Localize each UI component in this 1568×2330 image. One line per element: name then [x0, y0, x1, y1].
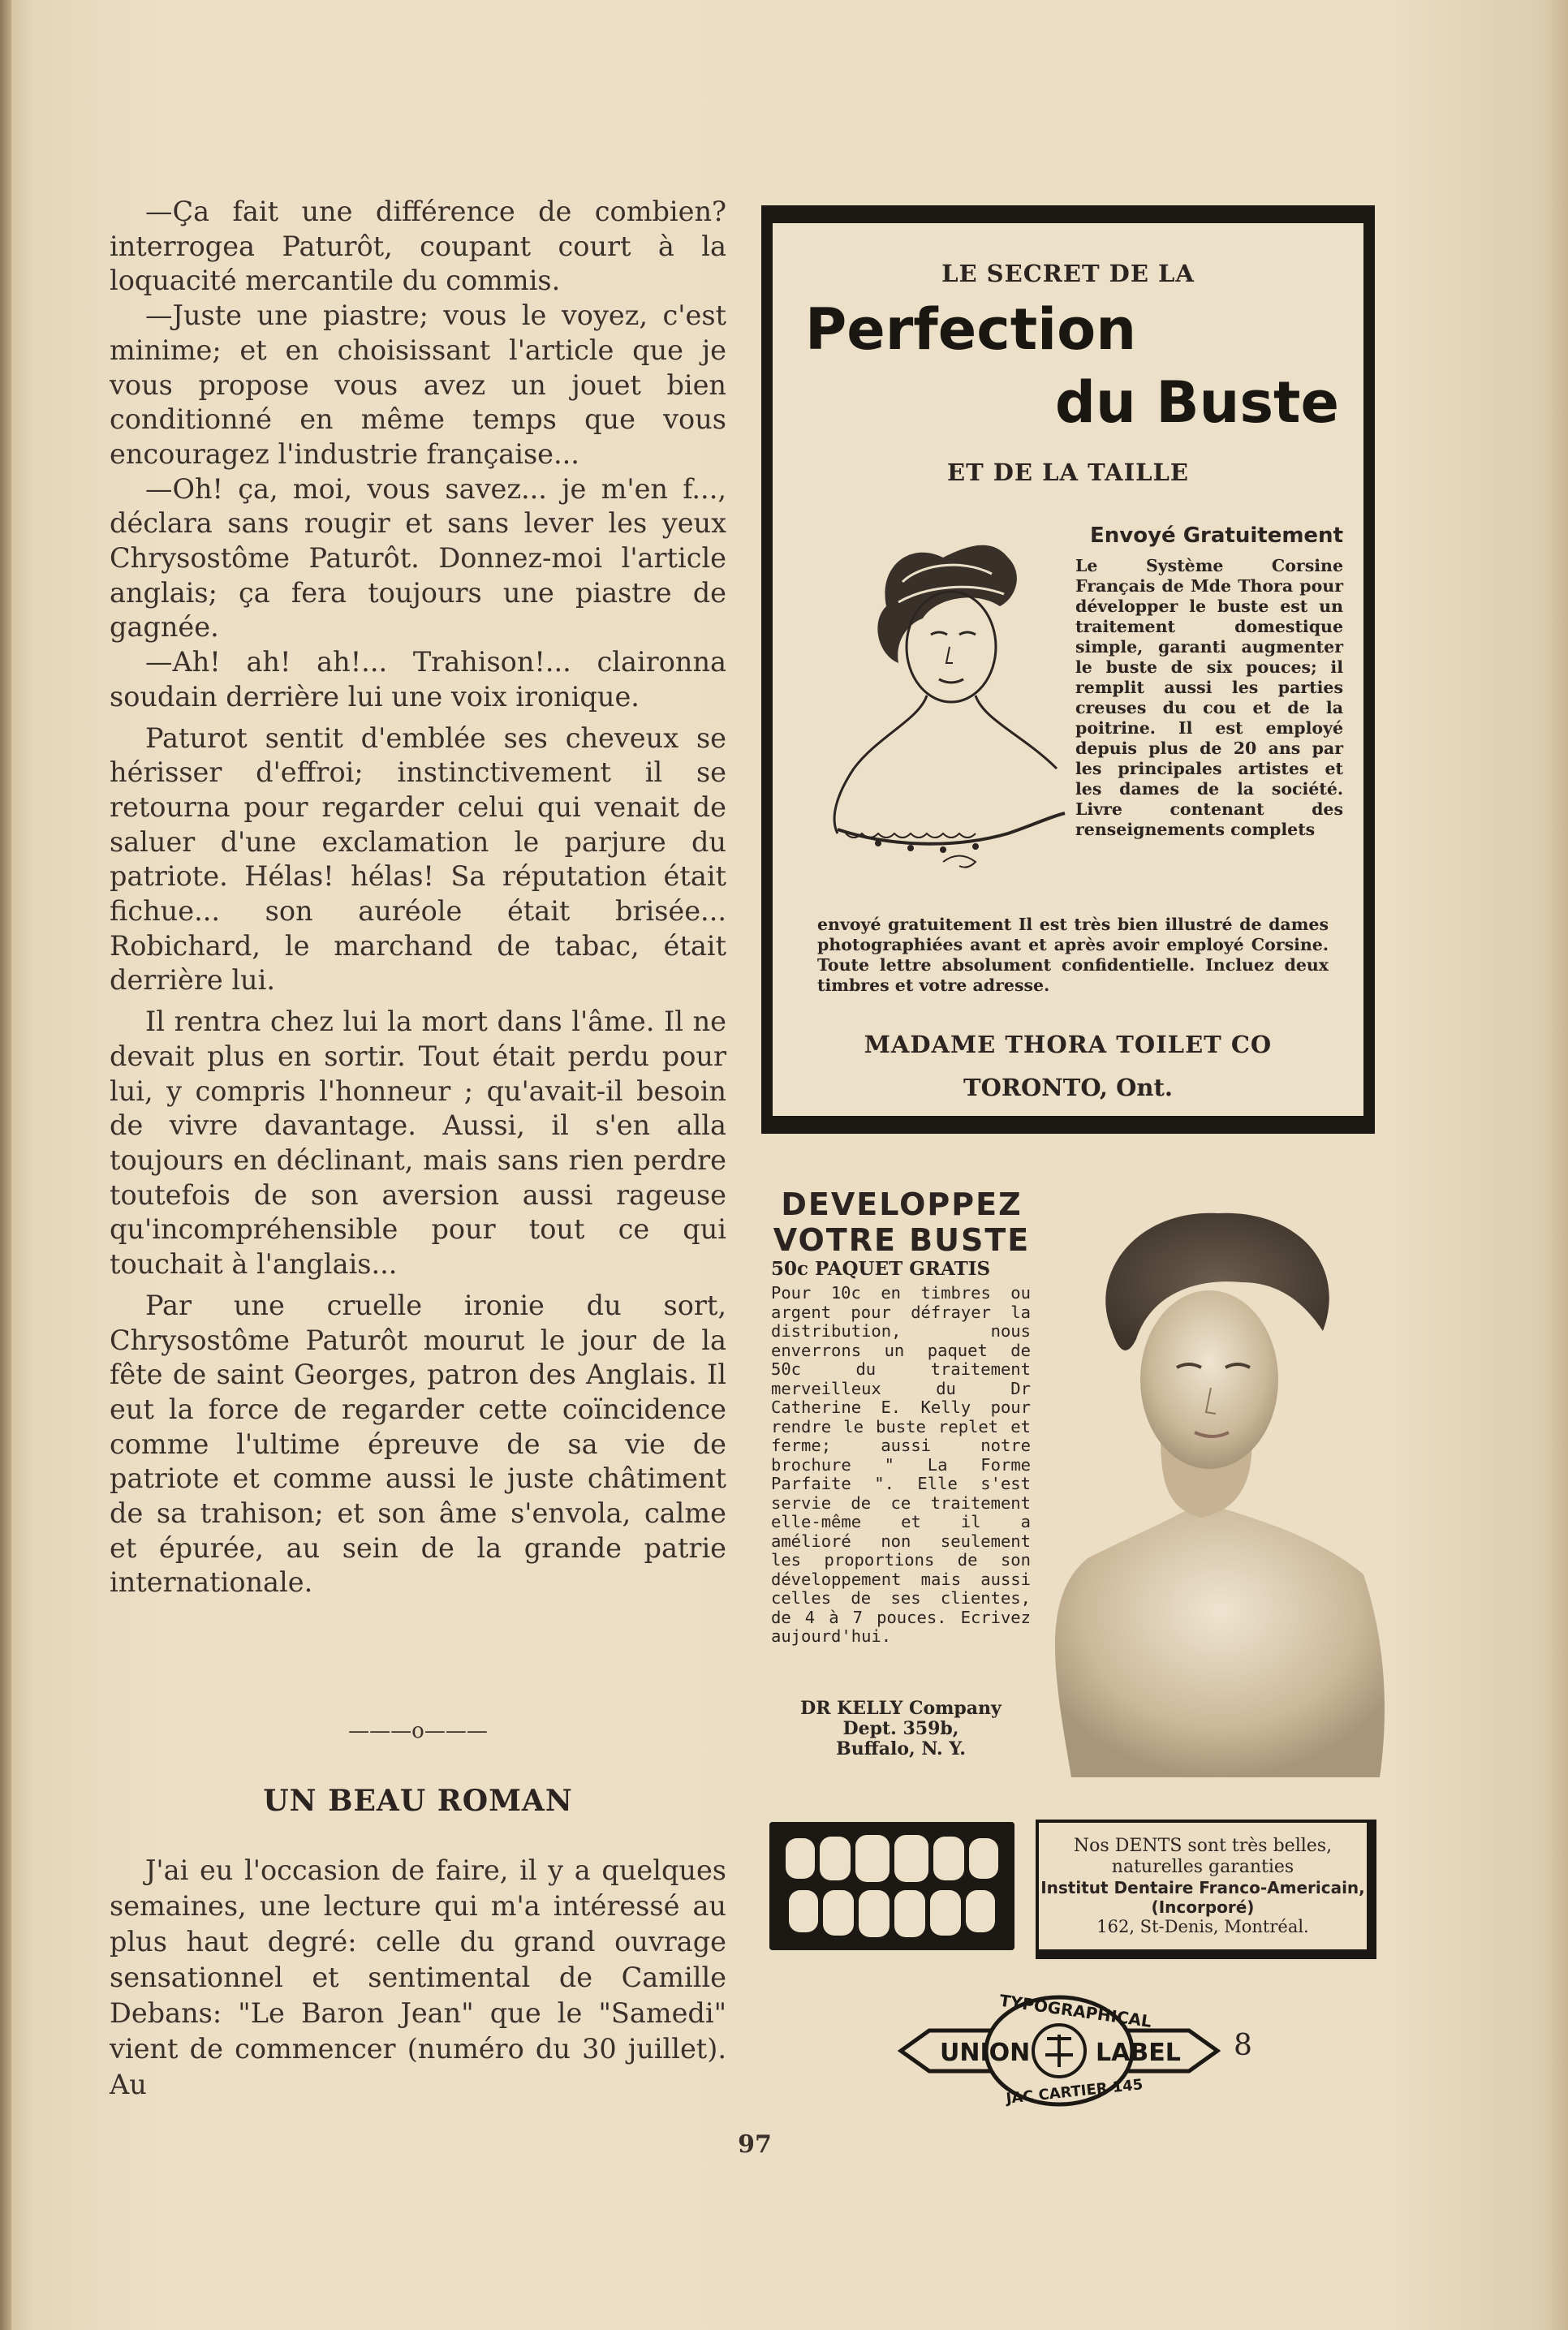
union-label-number: 8: [1234, 2029, 1252, 2062]
ad-developpez-body: Pour 10c en timbres ou argent pour défrayer la distribution, nous enverrons un paquet de 50c du traitement merveilleux du Dr Catherine E. Kelly pour rendre le buste replet et ferme; aussi notre brochure " La Forme Parfaite ". Elle s'est servie de ce traitement elle-même et il a amélioré non seulement les proportions de son développement mais aussi celles de ses clientes, de 4 à 7 pouces. Ecrivez aujourd'hui.: [771, 1283, 1031, 1646]
page-number: 97: [738, 2130, 772, 2159]
ad-dentaire: [1036, 1820, 1376, 1959]
ad-city: TORONTO, Ont.: [963, 1074, 1173, 1101]
binding-edge: [0, 0, 11, 2330]
article-column: [110, 195, 726, 1600]
ad-title-buste: du Buste: [1054, 369, 1339, 436]
article-paragraph: J'ai eu l'occasion de faire, il y a quelques semaines, une lecture qui m'a intéressé au plus haut degré: celle du grand ouvrage sensationnel et sentimental de Camille Debans: "Le Baron Jean" que le "Samedi" vient de commencer (numéro du 30 juillet). Au: [110, 1854, 726, 2100]
signature-line: Buffalo, N. Y.: [836, 1738, 966, 1759]
ad-kicker: LE SECRET DE LA: [941, 260, 1195, 287]
ad-developpez-signature: [771, 1699, 1031, 1759]
ad-perfection-buste: [761, 205, 1375, 1134]
union-label-left: UNION: [940, 2039, 1031, 2067]
article-paragraph: —Ça fait une différence de combien? interrogea Paturôt, coupant court à la loquacité mercantile du commis.: [110, 196, 726, 297]
section-separator: ———o———: [348, 1719, 488, 1743]
signature-line: DR KELLY Company: [800, 1698, 1002, 1719]
section-heading: UN BEAU ROMAN: [263, 1784, 573, 1818]
article-paragraph: —Ah! ah! ah!... Trahison!... claironna soudain derrière lui une voix ironique.: [110, 646, 726, 713]
ad-heading-line: VOTRE BUSTE: [773, 1222, 1031, 1258]
next-article-column: [110, 1853, 726, 2103]
ad-dentaire-address: 162, St-Denis, Montréal.: [1096, 1917, 1309, 1936]
ad-dentaire-institute: Institut Dentaire Franco-Americain, (Incorporé): [1040, 1878, 1365, 1917]
signature-line: Dept. 359b,: [842, 1718, 959, 1739]
woman-photo-portrait: [1039, 1193, 1388, 1777]
ad-body-right: Le Système Corsine Français de Mde Thora pour développer le buste est un traitement domestique simple, garanti augmenter le buste de six pouces; il remplit aussi les parties creuses du cou et de la poitrine. Il est employé depuis plus de 20 ans par les principales artistes et les dames de la société. Livre contenant des renseignements complets: [1075, 556, 1343, 839]
ad-title-perfection: Perfection: [805, 296, 1137, 363]
union-label-bottom: JAC CARTIER 145: [1005, 2076, 1144, 2108]
article-paragraph: Paturot sentit d'emblée ses cheveux se hérisser d'effroi; instinctivement il se retourna pour regarder celui qui venait de saluer d'une exclamation le parjure du patriote. Hélas! hélas! Sa réputation était fichue... son auréole était brisée... Robichard, le marchand de tabac, était derrière lui.: [110, 721, 726, 997]
union-label-top: TYPOGRAPHICAL: [998, 1990, 1153, 2031]
ad-company: MADAME THORA TOILET CO: [864, 1031, 1273, 1058]
ad-heading-line: DEVELOPPEZ: [781, 1187, 1023, 1222]
article-paragraph: Par une cruelle ironie du sort, Chrysostôme Paturôt mourut le jour de la fête de saint Georges, patron des Anglais. Il eut la force de regarder cette coïncidence comme l'ultime épreuve de sa vie de patriote et comme aussi le juste châtiment de sa trahison; et son âme s'envola, calme et épurée, au sein de la grande patrie internationale.: [110, 1289, 726, 1599]
ad-offer: 50c PAQUET GRATIS: [771, 1258, 991, 1280]
ad-subtitle: ET DE LA TAILLE: [946, 459, 1190, 486]
article-paragraph: Il rentra chez lui la mort dans l'âme. Il ne devait plus en sortir. Tout était perdu pour lui, y compris l'honneur ; qu'avait-il besoin de vivre davantage. Aussi, il s'en alla toujours en déclinant, mais sans rien perdre toutefois de son aversion aussi rageuse qu'incompréhensible pour tout ce qui touchait à l'anglais...: [110, 1006, 726, 1281]
teeth-illustration: [769, 1822, 1014, 1950]
ad-developpez-heading: [768, 1187, 1036, 1258]
union-label-logo: [893, 1990, 1226, 2112]
ad-sent-free: Envoyé Gratuitement: [1090, 523, 1343, 548]
ad-dentaire-tagline: Nos DENTS sont très belles, naturelles garanties: [1073, 1836, 1333, 1877]
ad-body-bottom: envoyé gratuitement Il est très bien illustré de dames photographiées avant et après avoir employé Corsine. Toute lettre absolument confidentielle. Incluez deux timbres et votre adresse.: [817, 915, 1329, 995]
article-paragraph: —Oh! ça, moi, vous savez... je m'en f..., déclara sans rougir et sans lever les yeux Chrysostôme Paturôt. Donnez-moi l'article anglais; ça fera toujours une piastre de gagnée.: [110, 472, 726, 644]
union-label-right: LABEL: [1096, 2039, 1181, 2067]
article-paragraph: —Juste une piastre; vous le voyez, c'est minime; et en choisissant l'article que je vous propose vous avez un jouet bien conditionné en même temps que vous encouragez l'industrie française...: [110, 299, 726, 470]
